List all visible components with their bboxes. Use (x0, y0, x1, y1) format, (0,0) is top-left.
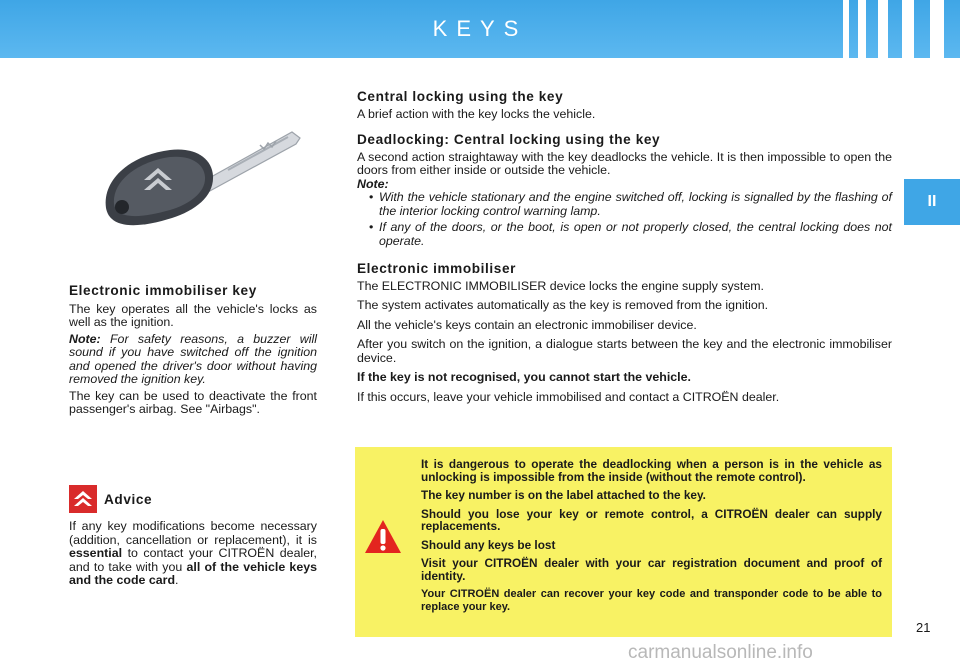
advice-heading: Advice (104, 492, 153, 507)
note-list (357, 191, 892, 248)
advice-emphasis: all of the vehicle keys and the code card (69, 559, 317, 587)
advice-text-part: to contact your CITROËN dealer, and to take with you (69, 546, 317, 574)
paragraph: The key operates all the vehicle's locks as well as the ignition. (69, 301, 317, 329)
section-heading: Deadlocking: Central locking using the key (357, 132, 661, 147)
note-paragraph (69, 333, 317, 387)
central-locking-section (357, 90, 892, 121)
header-stripe (843, 0, 849, 58)
paragraph: If the key is not recognised, you cannot start the vehicle. (357, 370, 691, 384)
paragraph: A second action straightaway with the key deadlocks the vehicle. It is then impossible to open the doors from either inside or outside the vehicle. (357, 149, 892, 177)
advice-heading-block (104, 493, 264, 507)
warning-paragraph: Should any keys be lost (421, 537, 556, 552)
paragraph: If this occurs, leave your vehicle immobilised and contact a CITROËN dealer. (357, 389, 780, 404)
warning-paragraph: The key number is on the label attached to the key. (421, 488, 706, 502)
key-image (100, 110, 310, 240)
section-heading: Electronic immobiliser (357, 261, 517, 276)
paragraph: After you switch on the ignition, a dialogue starts between the key and the electronic immobiliser device. (357, 337, 892, 365)
advice-text-part: If any key modifications become necessary (addition, cancellation or replacement), it is (69, 519, 317, 547)
warning-paragraph: Visit your CITROËN dealer with your car registration document and proof of identity. (421, 556, 882, 583)
citroen-logo-icon (69, 485, 97, 513)
paragraph: The key can be used to deactivate the front passenger's airbag. See "Airbags". (69, 388, 317, 416)
page-number: 21 (916, 620, 931, 635)
note-label: Note: (357, 176, 389, 191)
advice-emphasis: essential (69, 546, 123, 560)
note-label: Note: (69, 331, 101, 346)
section-heading: Electronic immobiliser key (69, 283, 257, 298)
paragraph: A brief action with the key locks the vehicle. (357, 106, 596, 121)
note-text: For safety reasons, a buzzer will sound if you have switched off the ignition and opened the driver's door without having removed the ignition key. (69, 331, 317, 386)
deadlocking-section (357, 133, 892, 248)
advice-section (69, 520, 317, 588)
electronic-immobiliser-section (357, 262, 892, 404)
immobiliser-key-section (69, 284, 317, 417)
chapter-tab: II (904, 179, 960, 225)
page-title: KEYS (432, 16, 528, 41)
warning-triangle-icon (363, 518, 403, 556)
page-header (0, 0, 960, 58)
paragraph: All the vehicle's keys contain an electronic immobiliser device. (357, 317, 697, 332)
header-stripe (858, 0, 866, 58)
paragraph: The system activates automatically as the key is removed from the ignition. (357, 298, 769, 312)
advice-text-part: . (175, 573, 179, 587)
header-stripe (878, 0, 888, 58)
warning-text (421, 458, 882, 619)
header-stripe (930, 0, 944, 58)
note-item: • With the vehicle stationary and the engine switched off, locking is signalled by the flashing of the interior locking control warning lamp. (369, 191, 892, 218)
warning-paragraph: Your CITROËN dealer can recover your key code and transponder code to be able to replace your key. (421, 588, 882, 613)
header-stripe (902, 0, 914, 58)
paragraph: The ELECTRONIC IMMOBILISER device locks the engine supply system. (357, 278, 764, 293)
warning-paragraph: Should you lose your key or remote control, a CITROËN dealer can supply replacements. (421, 506, 882, 533)
watermark: carmanualsonline.info (628, 642, 813, 663)
advice-text (69, 520, 317, 588)
note-item: • If any of the doors, or the boot, is open or not properly closed, the central locking does not operate. (369, 221, 892, 248)
section-heading: Central locking using the key (357, 89, 564, 104)
warning-paragraph: It is dangerous to operate the deadlocking when a person is in the vehicle as unlocking is impossible from the inside (without the remote control). (421, 457, 882, 484)
